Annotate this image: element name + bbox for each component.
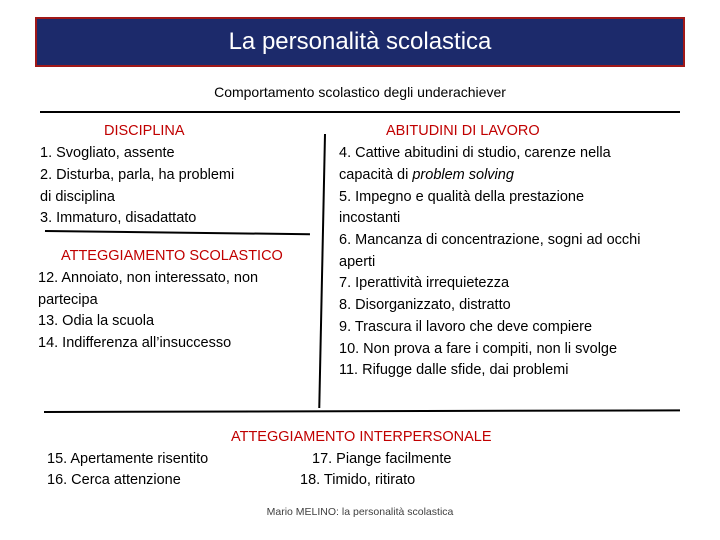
abitudini-line: 8. Disorganizzato, distratto — [339, 297, 511, 313]
atteggiamento-item: 12. Annoiato, non interessato, non — [38, 270, 259, 286]
abitudini-line: incostanti — [339, 210, 401, 226]
abitudini-line: 9. Trascura il lavoro che deve compiere — [339, 319, 593, 335]
atteggiamento-scolastico-heading: ATTEGGIAMENTO SCOLASTICO — [61, 248, 283, 264]
subtitle: Comportamento scolastico degli underachiever — [214, 84, 506, 100]
disciplina-item: di disciplina — [40, 189, 115, 205]
abitudini-line: 7. Iperattività irrequietezza — [339, 275, 510, 291]
abitudini-line-part: capacità di — [339, 167, 413, 183]
abitudini-line: 11. Rifugge dalle sfide, dai problemi — [339, 362, 569, 378]
abitudini-line — [339, 165, 514, 187]
atteggiamento-item: partecipa — [38, 292, 98, 308]
disciplina-item: 1. Svogliato, assente — [40, 145, 175, 161]
disciplina-heading: DISCIPLINA — [104, 123, 185, 139]
disciplina-item: 3. Immaturo, disadattato — [40, 210, 197, 226]
abitudini-line-italic: problem solving — [412, 167, 514, 183]
interpersonale-item: 18. Timido, ritirato — [300, 472, 416, 488]
interpersonale-heading: ATTEGGIAMENTO INTERPERSONALE — [231, 429, 492, 445]
abitudini-line: 6. Mancanza di concentrazione, sogni ad occhi — [339, 232, 641, 248]
abitudini-line: 5. Impegno e qualità della prestazione — [339, 189, 585, 205]
interpersonale-item: 15. Apertamente risentito — [47, 451, 209, 467]
vertical-divider — [318, 134, 326, 408]
title-bar — [35, 17, 685, 67]
footer-credit: Mario MELINO: la personalità scolastica — [266, 506, 454, 518]
abitudini-line: 4. Cattive abitudini di studio, carenze nella — [339, 145, 611, 161]
disciplina-item: 2. Disturba, parla, ha problemi — [40, 167, 235, 183]
page-title: La personalità scolastica — [228, 28, 492, 55]
atteggiamento-item: 14. Indifferenza all’insuccesso — [38, 335, 232, 351]
abitudini-line: 10. Non prova a fare i compiti, non li svolge — [339, 341, 618, 357]
interpersonale-item: 16. Cerca attenzione — [47, 472, 181, 488]
abitudini-heading: ABITUDINI DI LAVORO — [386, 123, 540, 139]
bottom-divider — [44, 409, 680, 413]
left-divider — [45, 230, 310, 235]
interpersonale-item: 17. Piange facilmente — [312, 451, 452, 467]
abitudini-line: aperti — [339, 254, 376, 270]
atteggiamento-item: 13. Odia la scuola — [38, 313, 155, 329]
top-divider — [40, 111, 680, 113]
